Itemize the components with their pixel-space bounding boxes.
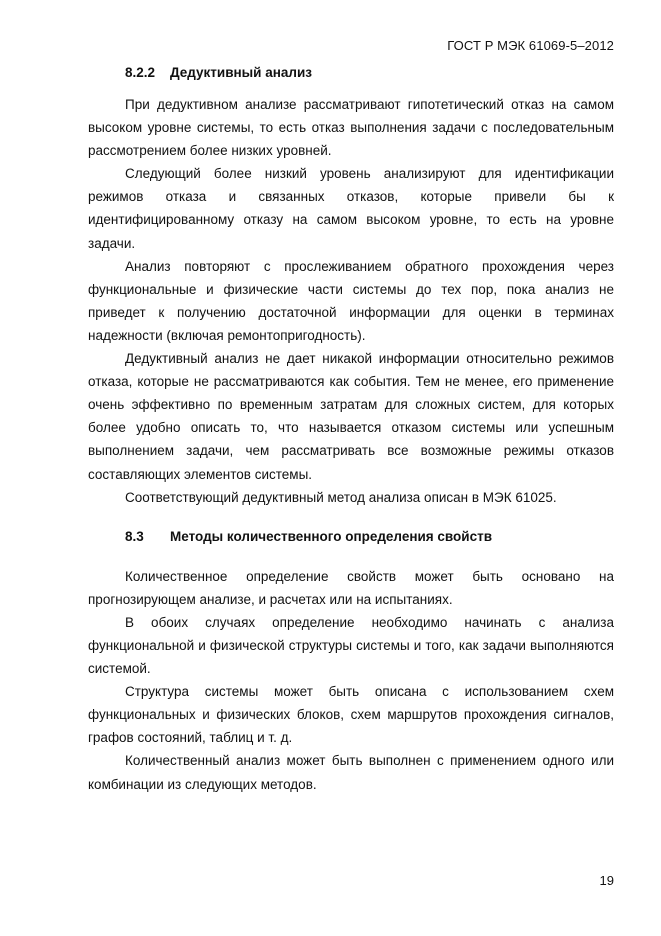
section-heading-8-3 [88, 528, 614, 546]
paragraph: Количественный анализ может быть выполнен с применением одного или комбинации из следующих методов. [88, 753, 614, 792]
paragraph: Соответствующий дедуктивный метод анализа описан в МЭК 61025. [125, 489, 557, 505]
page-number: 19 [599, 873, 614, 888]
section-number: 8.2.2 [125, 65, 156, 80]
paragraph: Анализ повторяют с прослеживанием обратного прохождения через функциональные и физические части системы до тех пор, пока анализ не приведет к получению достаточной информации для оценки в терминах надежности (включая ремонтопригодность). [88, 258, 614, 343]
section-number: 8.3 [125, 528, 144, 544]
paragraph: Структура системы может быть описана с использованием схем функциональных и физических блоков, схем маршрутов прохождения сигналов, графов состояний, таблиц и т. д. [88, 684, 614, 746]
section-heading-8-2-2 [88, 64, 614, 82]
paragraph: В обоих случаях определение необходимо начинать с анализа функциональной и физической структуры системы и того, как задачи выполняются системой. [88, 614, 614, 677]
section-title: Дедуктивный анализ [170, 65, 312, 80]
paragraph: При дедуктивном анализе рассматривают гипотетический отказ на самом высоком уровне системы, то есть отказ выполнения задачи с последовательным рассмотрением более низких уровней. [88, 97, 614, 159]
section-title: Методы количественного определения свойств [170, 528, 493, 544]
page-content [88, 64, 614, 796]
paragraph: Дедуктивный анализ не дает никакой информации относительно режимов отказа, которые не рассматриваются как события. Тем не менее, его применение очень эффективно по временным затратам для сложных систем, для которых более удобно описать то, что называется отказом системы или успешным выполнением задачи, чем рассматривать все возможные режимы отказов составляющих элементов системы. [88, 351, 614, 482]
paragraph: Количественное определение свойств может быть основано на прогнозирующем анализе, и расчетах или на испытаниях. [88, 568, 614, 607]
paragraph: Следующий более низкий уровень анализируют для идентификации режимов отказа и связанных отказов, которые привели бы к идентифицированному отказу на самом высоком уровне, то есть на уровне задачи. [88, 166, 614, 251]
standard-header: ГОСТ Р МЭК 61069-5–2012 [447, 38, 614, 53]
